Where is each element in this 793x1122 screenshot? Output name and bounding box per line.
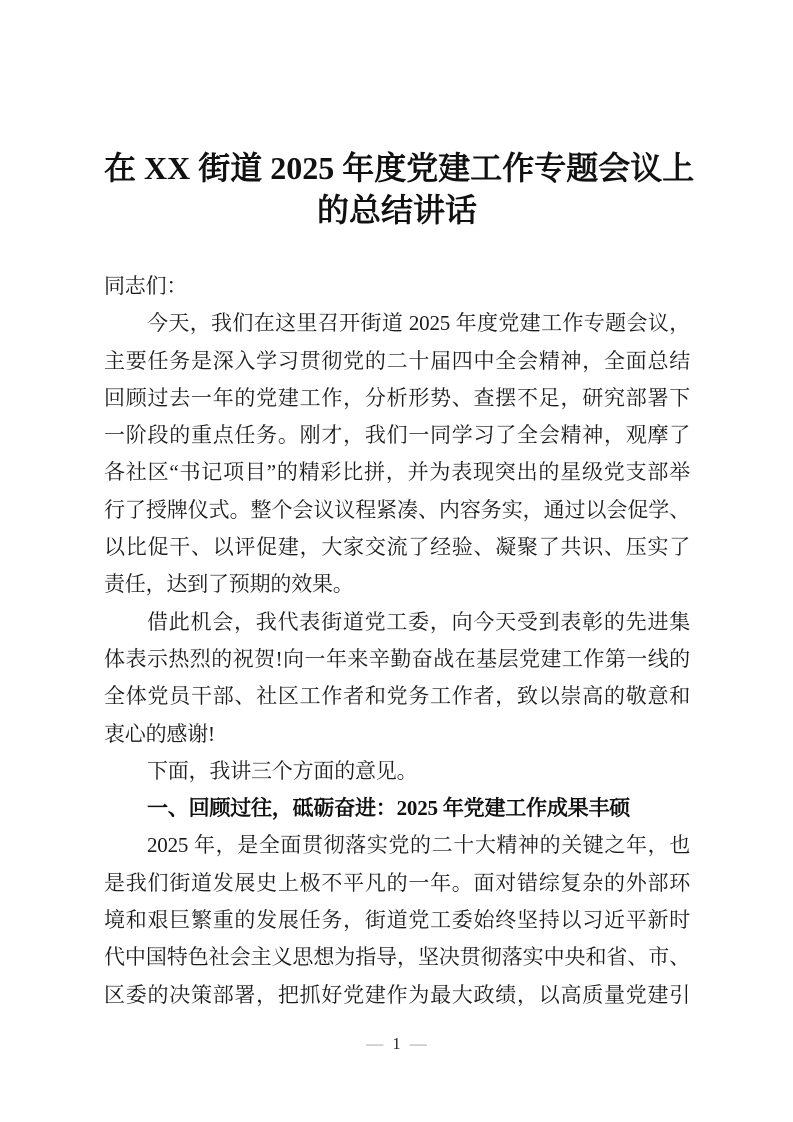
paragraph-line: 以比促干、以评促建，大家交流了经验、凝聚了共识、压实了 [104, 535, 690, 560]
paragraph-line: 行了授牌仪式。整个会议议程紧凑、内容务实，通过以会促学、 [104, 497, 690, 522]
footer-dash-right: — [409, 1034, 427, 1053]
paragraph-line: 2025 年，是全面贯彻落实党的二十大精神的关键之年，也 [147, 833, 690, 858]
section-heading-text: 一、回顾过往，砥砺奋进：2025 年党建工作成果丰硕 [147, 796, 631, 821]
paragraph-line: 体表示热烈的祝贺!向一年来辛勤奋战在基层党建工作第一线的 [104, 646, 690, 671]
title-line-2: 的总结讲话 [316, 192, 477, 228]
paragraph-2 [104, 604, 690, 753]
paragraph-line: 责任，达到了预期的效果。 [104, 572, 354, 597]
paragraph-line: 借此机会，我代表街道党工委，向今天受到表彰的先进集 [147, 609, 690, 634]
paragraph-4 [104, 827, 690, 1013]
page-number: 1 [392, 1034, 401, 1053]
paragraph-line: 各社区“书记项目”的精彩比拼，并为表现突出的星级党支部举 [104, 460, 690, 485]
paragraph-line: 代中国特色社会主义思想为指导，坚决贯彻落实中央和省、市、 [104, 945, 690, 970]
paragraph-line: 一阶段的重点任务。刚才，我们一同学习了全会精神，观摩了 [104, 423, 690, 448]
paragraph-line: 下面，我讲三个方面的意见。 [147, 758, 418, 783]
document-title [104, 147, 695, 231]
salutation [104, 268, 690, 305]
footer-dash-left: — [366, 1034, 384, 1053]
paragraph-line: 主要任务是深入学习贯彻党的二十届四中全会精神，全面总结 [104, 348, 690, 373]
paragraph-line: 全体党员干部、社区工作者和党务工作者，致以崇高的敬意和 [104, 684, 690, 709]
paragraph-1 [104, 305, 690, 603]
page-footer [0, 1033, 793, 1055]
paragraph-line: 是我们街道发展史上极不平凡的一年。面对错综复杂的外部环 [104, 870, 690, 895]
paragraph-3 [104, 753, 690, 790]
paragraph-line: 回顾过去一年的党建工作，分析形势、查摆不足，研究部署下 [104, 385, 690, 410]
title-line-1: 在 XX 街道 2025 年度党建工作专题会议上 [104, 150, 695, 186]
paragraph-line: 今天，我们在这里召开街道 2025 年度党建工作专题会议， [147, 311, 690, 336]
document-content [104, 0, 695, 1014]
salutation-text: 同志们： [104, 274, 188, 298]
paragraph-line: 区委的决策部署，把抓好党建作为最大政绩，以高质量党建引 [104, 982, 690, 1007]
section-heading-1 [104, 790, 690, 827]
paragraph-line: 衷心的感谢! [104, 721, 215, 746]
paragraph-line: 境和艰巨繁重的发展任务，街道党工委始终坚持以习近平新时 [104, 908, 690, 933]
